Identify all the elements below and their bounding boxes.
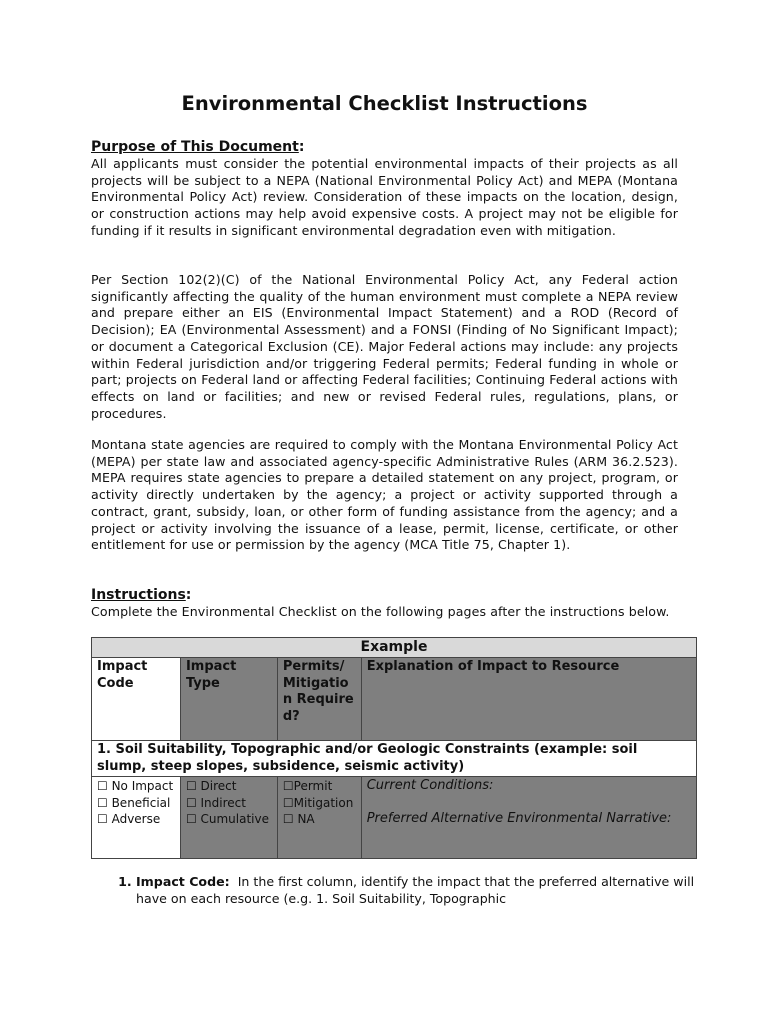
header-impact-type: Impact Type (180, 658, 277, 741)
resource-category-row: 1. Soil Suitability, Topographic and/or Geologic Constraints (example: soil slump, steep slopes, subsidence, seismic activity) (92, 741, 697, 777)
instruction-steps (114, 874, 696, 907)
option-cumulative[interactable]: ☐ Cumulative (185, 812, 269, 826)
option-na[interactable]: ☐ NA (282, 812, 315, 826)
option-beneficial[interactable]: ☐ Beneficial (97, 795, 171, 810)
purpose-heading-text: Purpose of This Document (91, 139, 299, 155)
spacer (367, 795, 691, 811)
purpose-paragraph-1: All applicants must consider the potential environmental impacts of their projects as all projects will be subject to a NEPA (National Environmental Policy Act) and MEPA (Montana Environmental Policy Act) review. Consideration of these impacts on the location, design, or construction actions may help avoid expensive costs. A project may not be eligible for funding if it results in significant environmental degradation even with mitigation. (91, 156, 678, 238)
explanation-cell (361, 777, 696, 859)
option-adverse[interactable]: ☐ Adverse (97, 812, 161, 826)
option-mitigation[interactable]: ☐Mitigation (282, 795, 354, 810)
current-conditions-label: Current Conditions: (366, 778, 494, 793)
impact-code-options (92, 777, 181, 859)
purpose-heading-colon: : (298, 139, 305, 155)
purpose-paragraph-3: Montana state agencies are required to comply with the Montana Environmental Policy Act (MEPA) per state law and associated agency-specific Administrative Rules (ARM 36.2.523). MEPA requires state agencies to prepare a detailed statement on any project, program, or activity directly undertaken by the agency; a project or activity supported through a contract, grant, subsidy, loan, or other form of funding assistance from the agency; and a project or activity involving the issuance of a lease, permit, license, certificate, or other entitlement for use or permission by the agency (MCA Title 75, Chapter 1). (91, 437, 678, 553)
instructions-heading-text: Instructions (91, 587, 186, 603)
example-table (91, 637, 697, 859)
purpose-heading (91, 139, 304, 156)
permit-options (277, 777, 361, 859)
option-direct[interactable]: ☐ Direct (185, 779, 237, 793)
purpose-paragraph-2: Per Section 102(2)(C) of the National Environmental Policy Act, any Federal action significantly affecting the quality of the human environment must complete a NEPA review and prepare either an EIS (Environmental Impact Statement) and a ROD (Record of Decision); EA (Environmental Assessment) and a FONSI (Finding of No Significant Impact); or document a Categorical Exclusion (CE). Major Federal actions may include: any projects within Federal jurisdiction and/or triggering Federal permits; Federal funding in whole or part; projects on Federal land or affecting Federal facilities; Continuing Federal actions with effects on land or facilities; and new or revised Federal rules, regulations, plans, or procedures. (91, 272, 678, 421)
option-permit[interactable]: ☐Permit (282, 779, 333, 793)
option-indirect[interactable]: ☐ Indirect (185, 795, 246, 810)
header-impact-code: Impact Code (92, 658, 181, 741)
example-table-title: Example (92, 638, 697, 658)
instructions-heading-colon: : (185, 587, 192, 603)
option-no-impact[interactable]: ☐ No Impact (97, 779, 174, 793)
header-explanation: Explanation of Impact to Resource (361, 658, 696, 741)
header-permits-mitigation: Permits/ Mitigation Required? (277, 658, 361, 741)
instructions-intro: Complete the Environmental Checklist on the following pages after the instructions below. (91, 604, 670, 619)
impact-type-options (180, 777, 277, 859)
instructions-heading (91, 587, 191, 604)
document-title: Environmental Checklist Instructions (181, 92, 588, 115)
step-text: In the first column, identify the impact that the preferred alternative will have on each resource (e.g. 1. Soil Suitability, Topographic (136, 874, 695, 906)
step-label: Impact Code: (136, 874, 230, 889)
preferred-alternative-label: Preferred Alternative Environmental Narrative: (366, 810, 672, 826)
step-item (136, 874, 696, 907)
